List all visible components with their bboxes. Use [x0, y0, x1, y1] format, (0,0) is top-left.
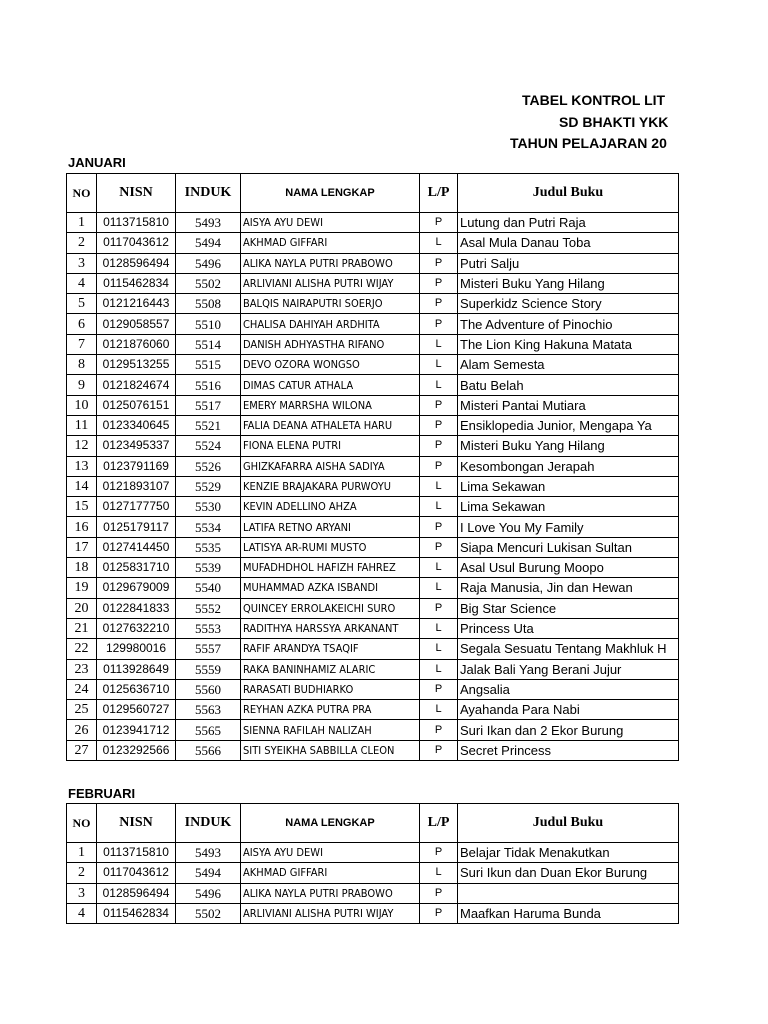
cell-no: 1: [67, 213, 97, 233]
cell-nisn: 0129560727: [97, 700, 176, 720]
table-row: [67, 618, 679, 638]
cell-induk: 5524: [176, 436, 241, 456]
table-row: [67, 436, 679, 456]
cell-nisn: 0117043612: [97, 233, 176, 253]
table-januari: [66, 173, 679, 761]
table-row: [67, 334, 679, 354]
cell-judul: Lima Sekawan: [458, 497, 679, 517]
cell-no: 4: [67, 273, 97, 293]
table-row: [67, 843, 679, 863]
cell-nisn: 0129679009: [97, 578, 176, 598]
cell-judul: The Lion King Hakuna Matata: [458, 334, 679, 354]
cell-no: 18: [67, 558, 97, 578]
cell-no: 2: [67, 233, 97, 253]
cell-judul: Ayahanda Para Nabi: [458, 700, 679, 720]
cell-no: 27: [67, 740, 97, 760]
cell-induk: 5529: [176, 476, 241, 496]
cell-judul: The Adventure of Pinochio: [458, 314, 679, 334]
cell-no: 22: [67, 639, 97, 659]
cell-nisn: 0127414450: [97, 537, 176, 557]
cell-no: 25: [67, 700, 97, 720]
cell-induk: 5535: [176, 537, 241, 557]
cell-judul: Big Star Science: [458, 598, 679, 618]
table-row: [67, 903, 679, 923]
cell-induk: 5552: [176, 598, 241, 618]
cell-nama: MUHAMMAD AZKA ISBANDI: [241, 578, 420, 598]
table-row: [67, 253, 679, 273]
table-row: [67, 395, 679, 415]
cell-induk: 5510: [176, 314, 241, 334]
month-label-januari: JANUARI: [68, 155, 126, 170]
cell-judul: Misteri Buku Yang Hilang: [458, 436, 679, 456]
cell-nama: DANISH ADHYASTHA RIFANO: [241, 334, 420, 354]
cell-nama: RARASATI BUDHIARKO: [241, 679, 420, 699]
cell-nama: REYHAN AZKA PUTRA PRA: [241, 700, 420, 720]
cell-no: 7: [67, 334, 97, 354]
cell-induk: 5493: [176, 213, 241, 233]
cell-nama: RADITHYA HARSSYA ARKANANT: [241, 618, 420, 638]
table-row: [67, 740, 679, 760]
cell-induk: 5540: [176, 578, 241, 598]
table-februari: [66, 803, 679, 924]
school-name: SD BHAKTI YKK: [559, 114, 669, 130]
cell-nama: LATISYA AR-RUMI MUSTO: [241, 537, 420, 557]
cell-induk: 5493: [176, 843, 241, 863]
cell-lp: L: [420, 618, 458, 638]
cell-induk: 5557: [176, 639, 241, 659]
column-header-nama: NAMA LENGKAP: [241, 174, 420, 213]
cell-lp: P: [420, 679, 458, 699]
table-row: [67, 456, 679, 476]
cell-lp: P: [420, 294, 458, 314]
cell-induk: 5494: [176, 233, 241, 253]
table-row: [67, 679, 679, 699]
cell-lp: L: [420, 558, 458, 578]
cell-nisn: 0115462834: [97, 903, 176, 923]
cell-no: 19: [67, 578, 97, 598]
cell-no: 16: [67, 517, 97, 537]
cell-judul: I Love You My Family: [458, 517, 679, 537]
cell-nisn: 0123292566: [97, 740, 176, 760]
cell-lp: L: [420, 334, 458, 354]
cell-lp: L: [420, 476, 458, 496]
column-header-nisn: NISN: [97, 804, 176, 843]
cell-nisn: 0113715810: [97, 843, 176, 863]
cell-induk: 5539: [176, 558, 241, 578]
cell-nisn: 0125076151: [97, 395, 176, 415]
cell-nama: QUINCEY ERROLAKEICHI SURO: [241, 598, 420, 618]
cell-nisn: 0121216443: [97, 294, 176, 314]
column-header-induk: INDUK: [176, 174, 241, 213]
cell-judul: Putri Salju: [458, 253, 679, 273]
cell-judul: Kesombongan Jerapah: [458, 456, 679, 476]
cell-no: 6: [67, 314, 97, 334]
cell-nisn: 0121893107: [97, 476, 176, 496]
cell-no: 10: [67, 395, 97, 415]
cell-no: 4: [67, 903, 97, 923]
cell-lp: P: [420, 883, 458, 903]
cell-no: 3: [67, 253, 97, 273]
column-header-nisn: NISN: [97, 174, 176, 213]
column-header-no: NO: [67, 804, 97, 843]
cell-no: 1: [67, 843, 97, 863]
cell-no: 24: [67, 679, 97, 699]
cell-judul: Asal Usul Burung Moopo: [458, 558, 679, 578]
table-row: [67, 863, 679, 883]
cell-induk: 5565: [176, 720, 241, 740]
cell-judul: Angsalia: [458, 679, 679, 699]
cell-lp: L: [420, 355, 458, 375]
cell-nisn: 0128596494: [97, 253, 176, 273]
cell-judul: Jalak Bali Yang Berani Jujur: [458, 659, 679, 679]
cell-nama: EMERY MARRSHA WILONA: [241, 395, 420, 415]
cell-nisn: 0123495337: [97, 436, 176, 456]
column-header-no: NO: [67, 174, 97, 213]
cell-lp: L: [420, 700, 458, 720]
cell-induk: 5526: [176, 456, 241, 476]
cell-induk: 5508: [176, 294, 241, 314]
cell-induk: 5517: [176, 395, 241, 415]
cell-nisn: 0122841833: [97, 598, 176, 618]
cell-nama: LATIFA RETNO ARYANI: [241, 517, 420, 537]
table-row: [67, 213, 679, 233]
table-row: [67, 720, 679, 740]
cell-no: 3: [67, 883, 97, 903]
cell-nama: ALIKA NAYLA PUTRI PRABOWO: [241, 883, 420, 903]
table-row: [67, 598, 679, 618]
cell-no: 5: [67, 294, 97, 314]
table-row: [67, 537, 679, 557]
cell-no: 17: [67, 537, 97, 557]
table-row: [67, 578, 679, 598]
table-row: [67, 294, 679, 314]
cell-judul: Superkidz Science Story: [458, 294, 679, 314]
cell-no: 12: [67, 436, 97, 456]
month-label-februari: FEBRUARI: [68, 786, 136, 801]
cell-nama: ARLIVIANI ALISHA PUTRI WIJAY: [241, 903, 420, 923]
cell-nama: ALIKA NAYLA PUTRI PRABOWO: [241, 253, 420, 273]
cell-lp: L: [420, 639, 458, 659]
cell-lp: P: [420, 436, 458, 456]
table-row: [67, 517, 679, 537]
column-header-judul: Judul Buku: [458, 174, 679, 213]
cell-nisn: 0128596494: [97, 883, 176, 903]
cell-nisn: 0123340645: [97, 415, 176, 435]
cell-induk: 5534: [176, 517, 241, 537]
cell-judul: Ensiklopedia Junior, Mengapa Ya: [458, 415, 679, 435]
cell-induk: 5560: [176, 679, 241, 699]
cell-nisn: 0121876060: [97, 334, 176, 354]
cell-nama: AISYA AYU DEWI: [241, 213, 420, 233]
table-row: [67, 476, 679, 496]
cell-induk: 5516: [176, 375, 241, 395]
cell-judul: Belajar Tidak Menakutkan: [458, 843, 679, 863]
cell-nisn: 0129513255: [97, 355, 176, 375]
cell-no: 15: [67, 497, 97, 517]
cell-lp: P: [420, 253, 458, 273]
cell-nama: AKHMAD GIFFARI: [241, 233, 420, 253]
cell-lp: P: [420, 537, 458, 557]
table-row: [67, 700, 679, 720]
cell-judul: Misteri Pantai Mutiara: [458, 395, 679, 415]
cell-nisn: 129980016: [97, 639, 176, 659]
cell-lp: P: [420, 740, 458, 760]
cell-nama: AISYA AYU DEWI: [241, 843, 420, 863]
table-row: [67, 375, 679, 395]
table-row: [67, 233, 679, 253]
cell-nama: CHALISA DAHIYAH ARDHITA: [241, 314, 420, 334]
cell-induk: 5514: [176, 334, 241, 354]
column-header-judul: Judul Buku: [458, 804, 679, 843]
table-row: [67, 273, 679, 293]
cell-nama: DEVO OZORA WONGSO: [241, 355, 420, 375]
table-row: [67, 415, 679, 435]
school-year: TAHUN PELAJARAN 20: [510, 135, 667, 151]
table-row: [67, 659, 679, 679]
cell-nisn: 0121824674: [97, 375, 176, 395]
cell-no: 9: [67, 375, 97, 395]
cell-no: 23: [67, 659, 97, 679]
cell-lp: P: [420, 395, 458, 415]
cell-nisn: 0113715810: [97, 213, 176, 233]
cell-no: 20: [67, 598, 97, 618]
cell-judul: [458, 883, 679, 903]
cell-nisn: 0129058557: [97, 314, 176, 334]
cell-nisn: 0125831710: [97, 558, 176, 578]
cell-lp: L: [420, 863, 458, 883]
cell-nama: GHIZKAFARRA AISHA SADIYA: [241, 456, 420, 476]
cell-induk: 5496: [176, 883, 241, 903]
cell-induk: 5530: [176, 497, 241, 517]
column-header-lp: L/P: [420, 804, 458, 843]
cell-nisn: 0123941712: [97, 720, 176, 740]
cell-lp: L: [420, 497, 458, 517]
cell-nama: MUFADHDHOL HAFIZH FAHREZ: [241, 558, 420, 578]
cell-nama: AKHMAD GIFFARI: [241, 863, 420, 883]
cell-lp: P: [420, 903, 458, 923]
table-row: [67, 883, 679, 903]
column-header-lp: L/P: [420, 174, 458, 213]
cell-lp: P: [420, 314, 458, 334]
cell-no: 2: [67, 863, 97, 883]
cell-nama: FIONA ELENA PUTRI: [241, 436, 420, 456]
cell-nama: BALQIS NAIRAPUTRI SOERJO: [241, 294, 420, 314]
cell-nisn: 0125179117: [97, 517, 176, 537]
column-header-induk: INDUK: [176, 804, 241, 843]
cell-induk: 5496: [176, 253, 241, 273]
cell-judul: Suri Ikan dan 2 Ekor Burung: [458, 720, 679, 740]
cell-lp: L: [420, 659, 458, 679]
cell-lp: L: [420, 233, 458, 253]
cell-nama: KEVIN ADELLINO AHZA: [241, 497, 420, 517]
cell-nisn: 0113928649: [97, 659, 176, 679]
cell-induk: 5502: [176, 903, 241, 923]
cell-induk: 5515: [176, 355, 241, 375]
cell-induk: 5553: [176, 618, 241, 638]
cell-induk: 5566: [176, 740, 241, 760]
table-row: [67, 355, 679, 375]
cell-lp: L: [420, 578, 458, 598]
cell-no: 11: [67, 415, 97, 435]
cell-judul: Segala Sesuatu Tentang Makhluk H: [458, 639, 679, 659]
cell-induk: 5494: [176, 863, 241, 883]
table-row: [67, 497, 679, 517]
cell-judul: Raja Manusia, Jin dan Hewan: [458, 578, 679, 598]
cell-judul: Siapa Mencuri Lukisan Sultan: [458, 537, 679, 557]
cell-lp: P: [420, 273, 458, 293]
cell-judul: Princess Uta: [458, 618, 679, 638]
cell-judul: Secret Princess: [458, 740, 679, 760]
cell-nisn: 0117043612: [97, 863, 176, 883]
cell-nama: SIENNA RAFILAH NALIZAH: [241, 720, 420, 740]
cell-nisn: 0127632210: [97, 618, 176, 638]
table-row: [67, 558, 679, 578]
cell-judul: Suri Ikun dan Duan Ekor Burung: [458, 863, 679, 883]
cell-nama: FALIA DEANA ATHALETA HARU: [241, 415, 420, 435]
table-row: [67, 639, 679, 659]
cell-judul: Alam Semesta: [458, 355, 679, 375]
cell-no: 8: [67, 355, 97, 375]
cell-judul: Lima Sekawan: [458, 476, 679, 496]
cell-lp: P: [420, 517, 458, 537]
cell-no: 14: [67, 476, 97, 496]
cell-nama: KENZIE BRAJAKARA PURWOYU: [241, 476, 420, 496]
column-header-nama: NAMA LENGKAP: [241, 804, 420, 843]
cell-lp: P: [420, 598, 458, 618]
table-row: [67, 314, 679, 334]
cell-nisn: 0123791169: [97, 456, 176, 476]
cell-judul: Asal Mula Danau Toba: [458, 233, 679, 253]
cell-nama: RAFIF ARANDYA TSAQIF: [241, 639, 420, 659]
cell-induk: 5563: [176, 700, 241, 720]
cell-nisn: 0125636710: [97, 679, 176, 699]
cell-lp: P: [420, 843, 458, 863]
cell-lp: P: [420, 213, 458, 233]
cell-nama: RAKA BANINHAMIZ ALARIC: [241, 659, 420, 679]
cell-judul: Batu Belah: [458, 375, 679, 395]
cell-judul: Lutung dan Putri Raja: [458, 213, 679, 233]
cell-no: 26: [67, 720, 97, 740]
cell-no: 21: [67, 618, 97, 638]
cell-nisn: 0115462834: [97, 273, 176, 293]
cell-induk: 5502: [176, 273, 241, 293]
table-header-row: [67, 804, 679, 843]
cell-induk: 5521: [176, 415, 241, 435]
cell-lp: P: [420, 720, 458, 740]
cell-lp: L: [420, 375, 458, 395]
cell-lp: P: [420, 415, 458, 435]
cell-no: 13: [67, 456, 97, 476]
cell-judul: Maafkan Haruma Bunda: [458, 903, 679, 923]
cell-judul: Misteri Buku Yang Hilang: [458, 273, 679, 293]
cell-nama: ARLIVIANI ALISHA PUTRI WIJAY: [241, 273, 420, 293]
cell-lp: P: [420, 456, 458, 476]
report-title: TABEL KONTROL LIT: [522, 92, 666, 108]
cell-nama: DIMAS CATUR ATHALA: [241, 375, 420, 395]
cell-induk: 5559: [176, 659, 241, 679]
cell-nama: SITI SYEIKHA SABBILLA CLEON: [241, 740, 420, 760]
cell-nisn: 0127177750: [97, 497, 176, 517]
table-header-row: [67, 174, 679, 213]
